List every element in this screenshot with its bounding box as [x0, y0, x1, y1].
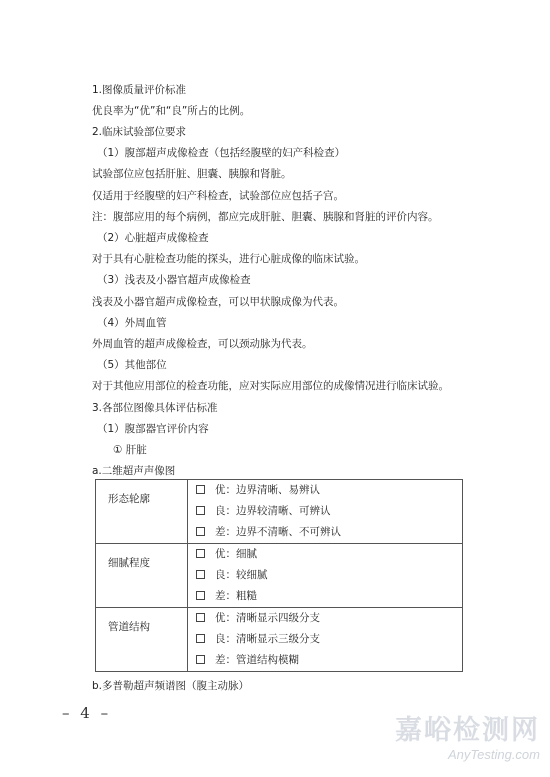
- section-heading-2: 2.临床试验部位要求: [92, 126, 187, 138]
- options-cell: [188, 544, 463, 608]
- paragraph: 对于其他应用部位的检查功能，应对实际应用部位的成像情况进行临床试验。: [92, 380, 449, 392]
- watermark-text-en: AnyTesting.com: [447, 747, 540, 762]
- option-good: [188, 629, 462, 650]
- option-poor: [188, 522, 462, 543]
- checkbox-icon: [196, 570, 205, 579]
- checkbox-icon: [196, 655, 205, 664]
- option-good: [188, 565, 462, 586]
- checkbox-icon: [196, 591, 205, 600]
- subsection-heading: （2）心脏超声成像检查: [97, 232, 209, 244]
- table-row: [96, 544, 463, 608]
- option-text: 差：粗糙: [215, 590, 257, 602]
- row-label: 形态轮廓: [96, 480, 188, 544]
- paragraph: 浅表及小器官超声成像检查，可以甲状腺成像为代表。: [92, 296, 344, 308]
- subsection-heading: （4）外周血管: [97, 317, 167, 329]
- options-cell: [188, 608, 463, 672]
- option-text: 差：管道结构模糊: [215, 654, 299, 666]
- paragraph: 对于具有心脏检查功能的探头，进行心脏成像的临床试验。: [92, 253, 365, 265]
- subsection-heading: （1）腹部超声成像检查（包括经腹壁的妇产科检查）: [97, 147, 346, 159]
- option-text: 良：边界较清晰、可辨认: [215, 505, 331, 517]
- option-poor: [188, 650, 462, 671]
- option-excellent: [188, 480, 462, 501]
- option-text: 优：细腻: [215, 548, 257, 560]
- checkbox-icon: [196, 549, 205, 558]
- option-text: 差：边界不清晰、不可辨认: [215, 526, 341, 538]
- subsection-heading: （5）其他部位: [97, 359, 167, 371]
- section-heading-3: 3.各部位图像具体评估标准: [92, 402, 218, 414]
- option-text: 优：清晰显示四级分支: [215, 612, 320, 624]
- paragraph: 外周血管的超声成像检查，可以颈动脉为代表。: [92, 338, 313, 350]
- option-good: [188, 501, 462, 522]
- subsection-heading: （1）腹部器官评价内容: [97, 423, 209, 435]
- item-heading: ① 肝脏: [113, 444, 147, 456]
- paragraph: 试验部位应包括肝脏、胆囊、胰腺和肾脏。: [92, 168, 292, 180]
- option-excellent: [188, 608, 462, 629]
- table-row: [96, 608, 463, 672]
- row-label: 细腻程度: [96, 544, 188, 608]
- option-text: 良：较细腻: [215, 569, 268, 581]
- subsection-heading: （3）浅表及小器官超声成像检查: [97, 274, 251, 286]
- option-poor: [188, 586, 462, 607]
- checkbox-icon: [196, 613, 205, 622]
- checkbox-icon: [196, 485, 205, 494]
- checkbox-icon: [196, 506, 205, 515]
- option-text: 优：边界清晰、易辨认: [215, 484, 320, 496]
- table-caption: b.多普勒超声频谱图（腹主动脉）: [92, 680, 250, 692]
- checkbox-icon: [196, 634, 205, 643]
- paragraph: 优良率为“优”和“良”所占的比例。: [92, 105, 251, 117]
- table-caption: a.二维超声声像图: [92, 465, 176, 477]
- checkbox-icon: [196, 527, 205, 536]
- paragraph: 仅适用于经腹壁的妇产科检查，试验部位应包括子宫。: [92, 190, 344, 202]
- watermark: [395, 715, 540, 763]
- section-heading-1: 1.图像质量评价标准: [92, 84, 187, 96]
- page-number: – 4 –: [62, 704, 112, 722]
- watermark-text-cn: 嘉峪检测网: [395, 715, 540, 746]
- evaluation-table: [95, 479, 463, 672]
- option-excellent: [188, 544, 462, 565]
- table-row: [96, 480, 463, 544]
- option-text: 良：清晰显示三级分支: [215, 633, 320, 645]
- options-cell: [188, 480, 463, 544]
- row-label: 管道结构: [96, 608, 188, 672]
- note: 注：腹部应用的每个病例，都应完成肝脏、胆囊、胰腺和肾脏的评价内容。: [92, 211, 439, 223]
